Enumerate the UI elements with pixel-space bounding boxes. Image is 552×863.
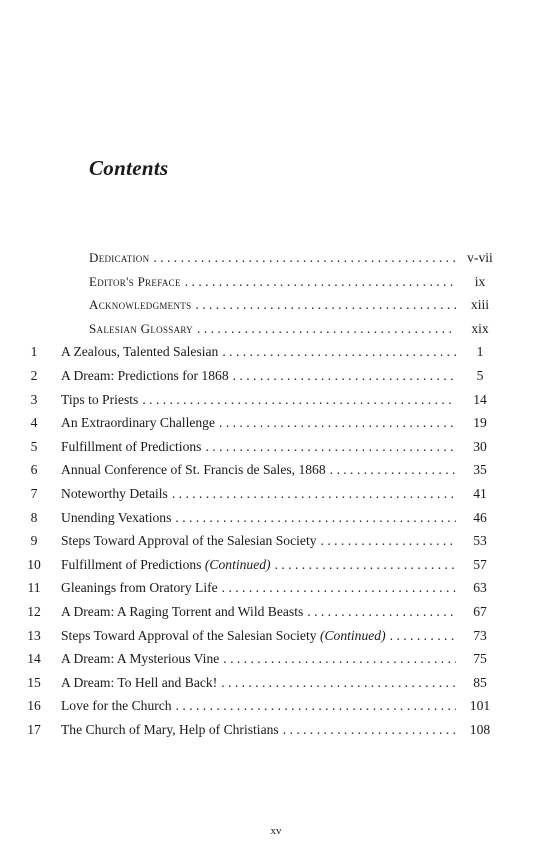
entry-page: 46 (473, 509, 487, 525)
entry-page: 73 (473, 627, 487, 643)
entry-title: Unending Vexations (61, 509, 172, 525)
dot-leader (142, 388, 456, 412)
dot-leader (197, 317, 456, 341)
dot-leader (172, 482, 456, 506)
entry-title-wrap (61, 718, 279, 742)
entry-title: Steps Toward Approval of the Salesian Society (61, 533, 317, 549)
chapter-number: 6 (30, 462, 38, 478)
dot-leader (283, 718, 456, 742)
entry-title-wrap (61, 482, 168, 506)
dot-leader (223, 647, 456, 671)
toc-entry-editors-preface (0, 270, 552, 294)
entry-page: 85 (473, 674, 487, 690)
toc-entry-chapter (0, 671, 552, 695)
entry-page: 75 (473, 651, 487, 667)
entry-title-wrap (61, 694, 172, 718)
toc-entry-chapter (0, 576, 552, 600)
entry-title-wrap (61, 671, 217, 695)
entry-title: Editor's Preface (89, 273, 181, 289)
dot-leader (221, 671, 456, 695)
entry-title-wrap (61, 576, 218, 600)
chapter-number: 11 (27, 580, 41, 596)
dot-leader (390, 624, 456, 648)
page-folio: xv (270, 825, 282, 837)
toc-entry-chapter (0, 624, 552, 648)
chapter-number: 17 (27, 721, 41, 737)
entry-title-wrap (61, 553, 271, 577)
entry-page: 108 (469, 721, 491, 737)
entry-title-wrap (61, 388, 138, 412)
chapter-number: 14 (27, 651, 41, 667)
toc-entry-chapter (0, 647, 552, 671)
entry-title: The Church of Mary, Help of Christians (61, 721, 279, 737)
entry-title-wrap (61, 624, 386, 648)
entry-page: 5 (476, 367, 484, 383)
chapter-number: 8 (30, 509, 38, 525)
entry-title: A Dream: A Mysterious Vine (61, 651, 220, 667)
toc-entry-chapter (0, 364, 552, 388)
dot-leader (307, 600, 456, 624)
entry-title: A Dream: To Hell and Back! (61, 674, 218, 690)
chapter-number: 5 (30, 438, 38, 454)
entry-page: ix (474, 273, 486, 289)
entry-page: xiii (470, 297, 490, 313)
toc-entry-chapter (0, 340, 552, 364)
entry-title: Annual Conference of St. Francis de Sales, 1868 (61, 462, 326, 478)
dot-leader (195, 293, 456, 317)
chapter-number: 15 (27, 674, 41, 690)
entry-page: 41 (473, 485, 487, 501)
toc-entry-chapter (0, 529, 552, 553)
toc-entry-chapter (0, 694, 552, 718)
dot-leader (330, 458, 456, 482)
entry-title: A Dream: Predictions for 1868 (61, 367, 229, 383)
entry-title: Steps Toward Approval of the Salesian Society (61, 627, 317, 643)
toc-entry-chapter (0, 482, 552, 506)
contents-heading: Contents (89, 156, 169, 180)
entry-title-wrap (61, 458, 326, 482)
toc-entry-chapter (0, 553, 552, 577)
entry-page: 67 (473, 603, 487, 619)
dot-leader (219, 411, 456, 435)
entry-page: xix (471, 320, 489, 336)
entry-title: Tips to Priests (61, 391, 139, 407)
entry-page: 30 (473, 438, 487, 454)
entry-page: 57 (473, 556, 487, 572)
entry-page: 63 (473, 580, 487, 596)
entry-title-wrap (61, 411, 215, 435)
toc-entry-chapter (0, 435, 552, 459)
entry-page: 35 (473, 462, 487, 478)
chapter-number: 3 (30, 391, 38, 407)
toc-entry-acknowledgments (0, 293, 552, 317)
chapter-number: 10 (27, 556, 41, 572)
entry-title: Fulfillment of Predictions (61, 556, 202, 572)
entry-title-suffix: (Continued) (319, 627, 386, 643)
entry-title: Dedication (89, 250, 150, 265)
chapter-number: 2 (30, 367, 38, 383)
chapter-number: 13 (27, 627, 41, 643)
entry-title: Noteworthy Details (61, 485, 168, 501)
entry-title: Love for the Church (61, 698, 172, 714)
toc-entry-chapter (0, 506, 552, 530)
chapter-number: 9 (30, 533, 38, 549)
entry-title: Fulfillment of Predictions (61, 438, 202, 454)
entry-title: Acknowledgments (89, 297, 192, 313)
dot-leader (153, 246, 456, 270)
entry-title-suffix: (Continued) (204, 556, 271, 572)
entry-title: An Extraordinary Challenge (61, 415, 216, 431)
dot-leader (205, 435, 456, 459)
entry-page: 14 (473, 391, 487, 407)
toc-entry-chapter (0, 458, 552, 482)
entry-title: A Zealous, Talented Salesian (61, 344, 219, 360)
entry-title-wrap (61, 364, 229, 388)
toc-entry-chapter (0, 718, 552, 742)
chapter-number: 4 (30, 415, 38, 431)
entry-title-wrap (61, 529, 317, 553)
table-of-contents (0, 246, 552, 741)
dot-leader (176, 694, 456, 718)
chapter-number: 12 (27, 603, 41, 619)
entry-title-wrap (61, 600, 303, 624)
entry-title: A Dream: A Raging Torrent and Wild Beasts (61, 603, 304, 619)
dot-leader (222, 340, 456, 364)
entry-page: v-vii (467, 250, 493, 265)
dot-leader (275, 553, 456, 577)
entry-page: 53 (473, 533, 487, 549)
dot-leader (222, 576, 456, 600)
entry-title: Gleanings from Oratory Life (61, 580, 218, 596)
toc-entry-chapter (0, 388, 552, 412)
entry-title: Salesian Glossary (89, 320, 193, 336)
toc-entry-chapter (0, 600, 552, 624)
entry-title-wrap (61, 506, 171, 530)
entry-page: 101 (469, 698, 491, 714)
chapter-number: 16 (27, 698, 41, 714)
dot-leader (233, 364, 456, 388)
entry-title-wrap (61, 647, 219, 671)
chapter-number: 1 (30, 344, 38, 360)
toc-entry-chapter (0, 411, 552, 435)
entry-page: 1 (476, 344, 484, 360)
entry-title-wrap (61, 340, 218, 364)
dot-leader (185, 270, 456, 294)
toc-entry-salesian-glossary (0, 317, 552, 341)
dot-leader (321, 529, 456, 553)
chapter-number: 7 (30, 485, 38, 501)
toc-entry-dedication (0, 246, 552, 270)
dot-leader (175, 506, 456, 530)
entry-page: 19 (473, 415, 487, 431)
entry-title-wrap (61, 435, 201, 459)
